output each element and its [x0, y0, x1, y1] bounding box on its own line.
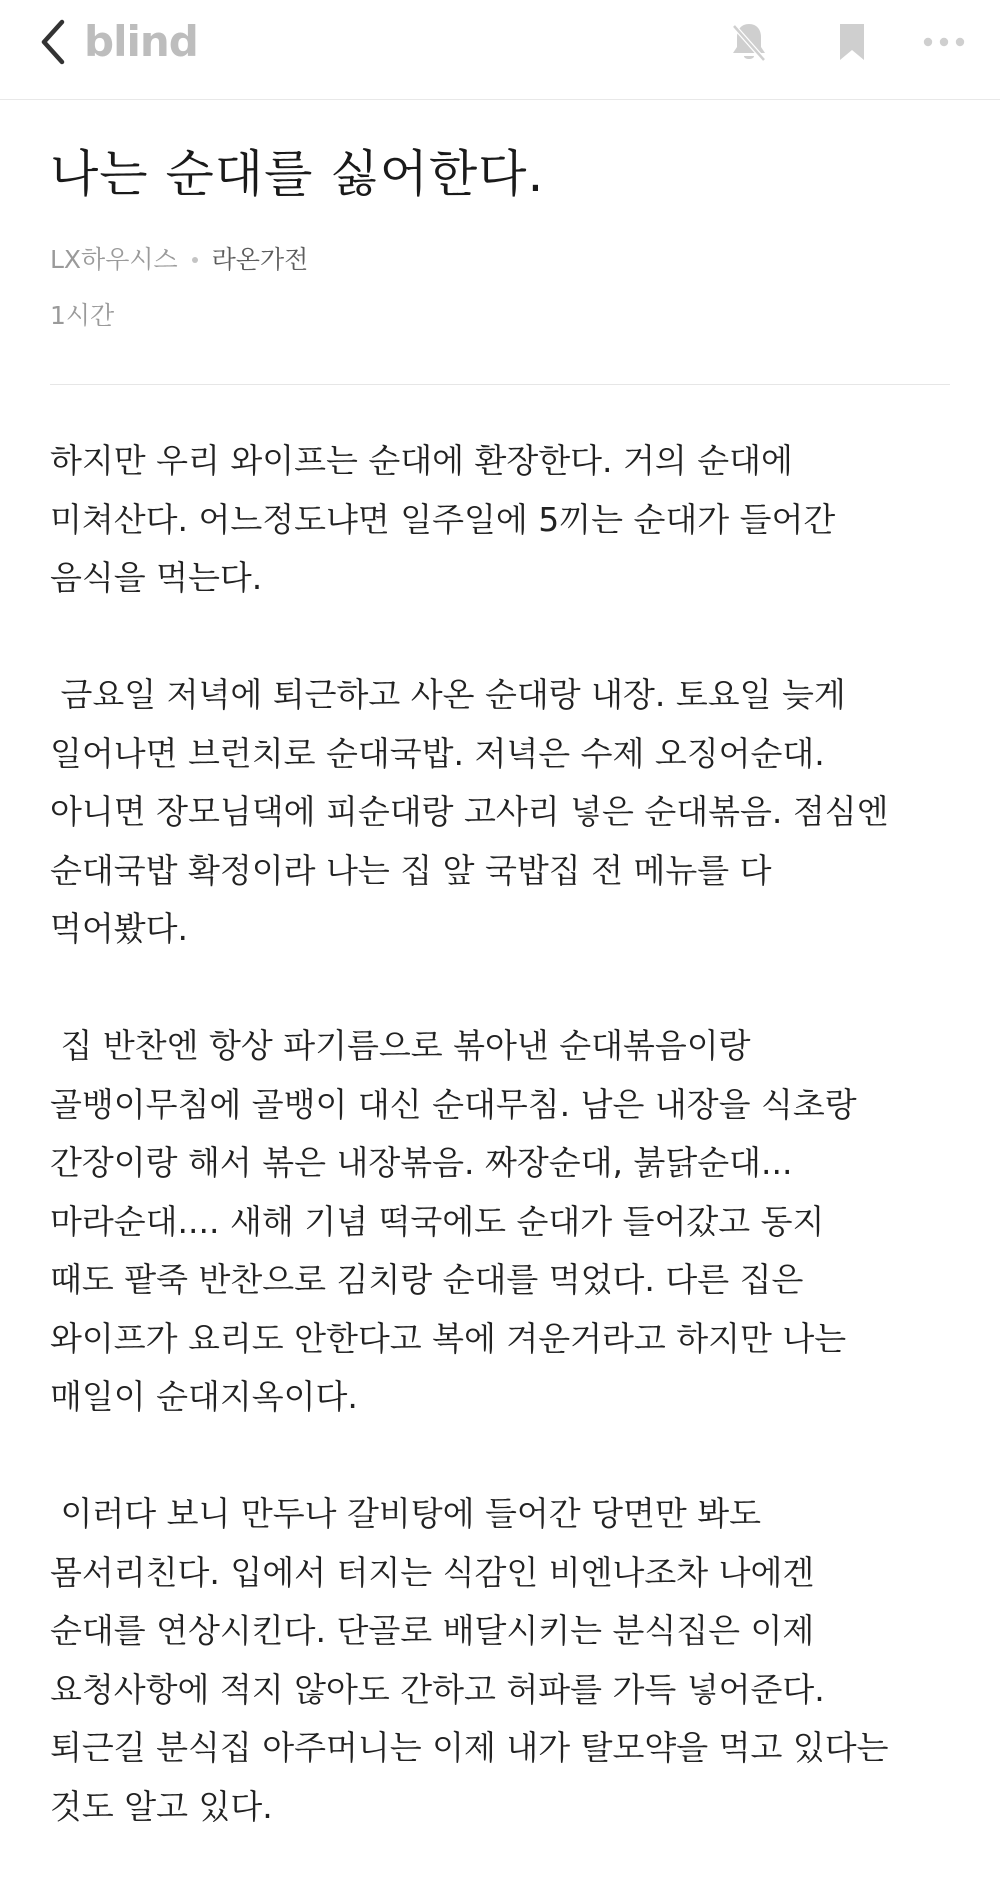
- body-line: 것도 알고 있다.: [50, 1786, 273, 1826]
- blind-logo: blind: [84, 17, 198, 66]
- body-line: 와이프가 요리도 안한다고 복에 겨운거라고 하지만 나는: [50, 1318, 847, 1358]
- title-divider: [50, 384, 950, 385]
- bookmark-button[interactable]: [826, 16, 878, 68]
- body-line: 간장이랑 해서 볶은 내장볶음. 짜장순대, 붉닭순대...: [50, 1143, 793, 1182]
- body-line: 골뱅이무침에 골뱅이 대신 순대무침. 남은 내장을 식초랑: [50, 1084, 857, 1124]
- chevron-left-icon: [38, 18, 66, 66]
- body-line: 몸서리친다. 입에서 터지는 식감인 비엔나조차 나에겐: [50, 1552, 815, 1592]
- body-line: 순대를 연상시킨다. 단골로 배달시키는 분식집은 이제: [50, 1611, 815, 1650]
- body-paragraph: [50, 1485, 970, 1836]
- body-line: 미쳐산다. 어느정도냐면 일주일에 5끼는 순대가 들어간: [50, 499, 836, 539]
- more-options-button[interactable]: [918, 16, 970, 68]
- body-line: 매일이 순대지옥이다.: [50, 1377, 358, 1416]
- bookmark-icon: [837, 22, 867, 62]
- author-nickname: 라온가전: [211, 245, 309, 274]
- body-line: 먹어봤다.: [50, 909, 189, 948]
- author-company[interactable]: LX하우시스: [50, 245, 178, 274]
- body-line: 음식을 먹는다.: [50, 558, 263, 597]
- body-line: 마라순대.... 새해 기념 떡국에도 순대가 들어갔고 동지: [50, 1201, 825, 1241]
- post-body: [50, 432, 970, 1895]
- body-paragraph: [50, 432, 970, 608]
- more-horizontal-icon: [922, 36, 966, 48]
- body-line: 요청사항에 적지 않아도 간하고 허파를 가득 넣어준다.: [50, 1669, 825, 1709]
- post-author-meta: [50, 242, 308, 278]
- bell-off-icon: [729, 20, 769, 64]
- top-navigation-bar: [0, 0, 1000, 100]
- notification-toggle-button[interactable]: [723, 16, 775, 68]
- body-line: 일어나면 브런치로 순대국밥. 저녁은 수제 오징어순대.: [50, 733, 825, 773]
- body-line: 집 반찬엔 항상 파기름으로 볶아낸 순대볶음이랑: [50, 1026, 751, 1065]
- body-line: 이러다 보니 만두나 갈비탕에 들어간 당면만 봐도: [50, 1494, 761, 1533]
- body-line: 때도 팥죽 반찬으로 김치랑 순대를 먹었다. 다른 집은: [50, 1260, 804, 1299]
- body-line: 순대국밥 확정이라 나는 집 앞 국밥집 전 메뉴를 다: [50, 850, 772, 890]
- body-line: 하지만 우리 와이프는 순대에 환장한다. 거의 순대에: [50, 441, 793, 480]
- post-title: 나는 순대를 싫어한다.: [50, 145, 545, 203]
- body-line: 퇴근길 분식집 아주머니는 이제 내가 탈모약을 먹고 있다는: [50, 1728, 889, 1767]
- post-time: 1시간: [50, 301, 115, 330]
- body-line: 아니면 장모님댁에 피순대랑 고사리 넣은 순대볶음. 점심엔: [50, 792, 889, 831]
- body-paragraph: [50, 1017, 970, 1427]
- back-button[interactable]: [30, 14, 74, 70]
- body-line: 금요일 저녁에 퇴근하고 사온 순대랑 내장. 토요일 늦게: [50, 675, 846, 714]
- body-paragraph: [50, 666, 970, 959]
- meta-separator-dot: [192, 257, 198, 263]
